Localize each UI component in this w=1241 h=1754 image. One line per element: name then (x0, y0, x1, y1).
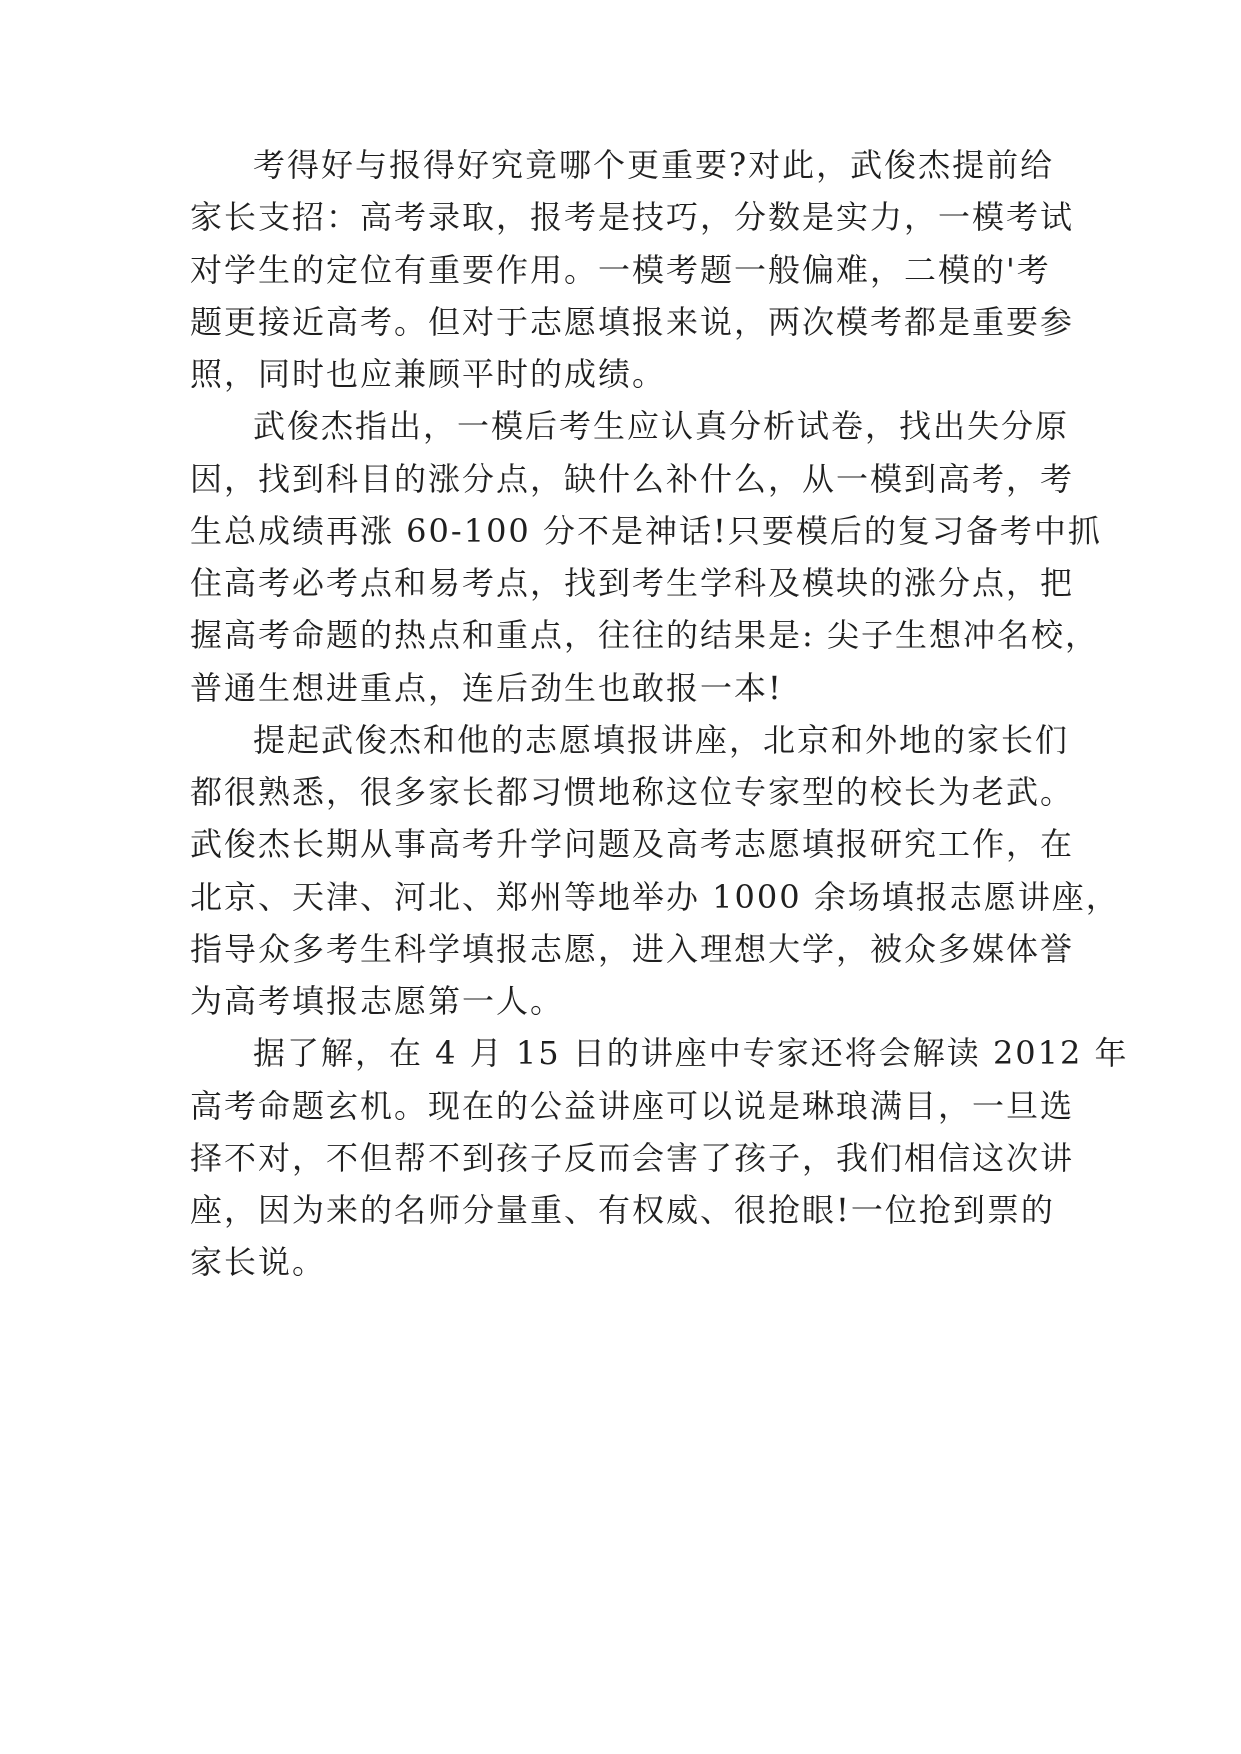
text-line: 住高考必考点和易考点，找到考生学科及模块的涨分点，把 (190, 564, 1075, 602)
text-line: 提起武俊杰和他的志愿填报讲座，北京和外地的家长们 (253, 720, 1070, 759)
text-line: 题更接近高考。但对于志愿填报来说，两次模考都是重要参 (190, 302, 1075, 341)
text-line: 武俊杰长期从事高考升学问题及高考志愿填报研究工作，在 (190, 825, 1075, 864)
text-line: 普通生想进重点，连后劲生也敢报一本! (190, 668, 783, 707)
paragraph-3 (190, 714, 1120, 1028)
article-body (190, 139, 1129, 1289)
text-line: 因，找到科目的涨分点，缺什么补什么，从一模到高考，考 (190, 459, 1075, 498)
text-line: 指导众多考生科学填报志愿，进入理想大学，被众多媒体誉 (190, 929, 1075, 968)
paragraph-2 (190, 400, 1102, 714)
text-line: 武俊杰指出，一模后考生应认真分析试卷，找出失分原 (253, 407, 1070, 446)
text-line: 为高考填报志愿第一人。 (190, 982, 565, 1020)
text-line: 都很熟悉，很多家长都习惯地称这位专家型的校长为老武。 (190, 773, 1075, 811)
text-line: 生总成绩再涨 60-100 分不是神话!只要模后的复习备考中抓 (190, 511, 1102, 550)
text-line: 北京、天津、河北、郑州等地举办 1000 余场填报志愿讲座， (190, 877, 1120, 916)
text-line: 家长说。 (190, 1243, 327, 1282)
text-line: 高考命题玄机。现在的公益讲座可以说是琳琅满目，一旦选 (190, 1086, 1075, 1125)
text-line: 对学生的定位有重要作用。一模考题一般偏难，二模的'考 (190, 250, 1051, 289)
text-line: 考得好与报得好究竟哪个更重要?对此，武俊杰提前给 (253, 146, 1055, 184)
text-line: 照，同时也应兼顾平时的成绩。 (190, 355, 667, 393)
text-line: 座，因为来的名师分量重、有权威、很抢眼!一位抢到票的 (190, 1191, 1055, 1229)
text-line: 家长支招：高考录取，报考是技巧，分数是实力，一模考试 (190, 198, 1075, 237)
paragraph-1 (190, 139, 1090, 400)
paragraph-4 (190, 1027, 1129, 1288)
text-line: 择不对，不但帮不到孩子反而会害了孩子，我们相信这次讲 (190, 1138, 1075, 1177)
text-line: 据了解，在 4 月 15 日的讲座中专家还将会解读 2012 年 (253, 1034, 1129, 1073)
text-line: 握高考命题的热点和重点，往往的结果是: 尖子生想冲名校， (190, 616, 1099, 655)
